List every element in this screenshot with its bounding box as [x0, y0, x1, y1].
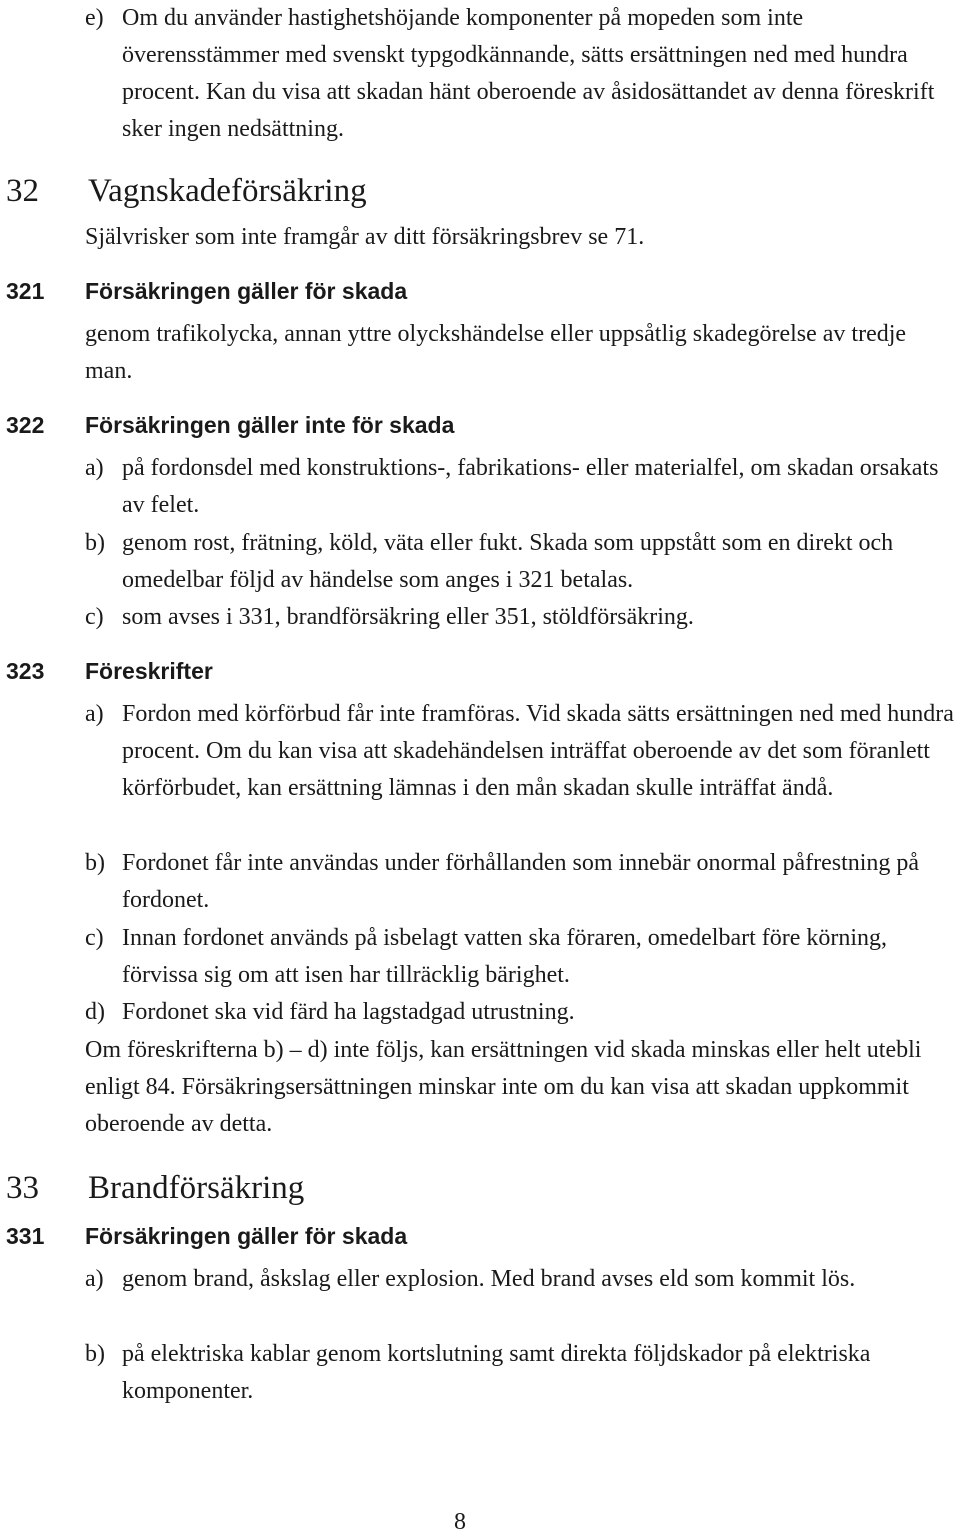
section-number: 322 — [6, 412, 45, 438]
list-item-text: Fordonet ska vid färd ha lagstadgad utrustning. — [122, 999, 575, 1025]
list-marker: b) — [85, 530, 105, 556]
section-323-closing: Om föreskrifterna b) – d) inte följs, kan ersättningen vid skada minskas eller helt utebli enligt 84. Försäkringsersättningen minskar inte om du kan visa att skadan uppkommit oberoende av detta. — [85, 1037, 922, 1137]
list-marker: c) — [85, 604, 104, 630]
list-marker: e) — [85, 5, 104, 31]
section-title: Försäkringen gäller för skada — [85, 1223, 408, 1249]
section-title: Brandförsäkring — [88, 1170, 305, 1206]
section-number: 331 — [6, 1223, 45, 1249]
section-32-intro: Självrisker som inte framgår av ditt försäkringsbrev se 71. — [85, 224, 645, 250]
section-heading-321 — [6, 274, 407, 308]
section-number: 33 — [6, 1170, 39, 1206]
list-marker: b) — [85, 1341, 105, 1367]
list-item-e — [85, 0, 955, 148]
list-item-323d — [85, 994, 955, 1031]
section-title: Försäkringen gäller inte för skada — [85, 412, 455, 438]
list-item-text: genom brand, åskslag eller explosion. Med brand avses eld som kommit lös. — [122, 1266, 856, 1292]
section-title: Föreskrifter — [85, 658, 213, 684]
section-number: 321 — [6, 278, 45, 304]
list-item-text: på fordonsdel med konstruktions-, fabrikations- eller materialfel, om skadan orsakats av felet. — [122, 455, 939, 518]
section-heading-331 — [6, 1219, 407, 1253]
list-marker: a) — [85, 701, 104, 727]
list-item-323c — [85, 920, 955, 994]
list-marker: d) — [85, 999, 105, 1025]
section-heading-323 — [6, 654, 213, 688]
page-number: 8 — [454, 1509, 466, 1535]
list-item-323a — [85, 696, 955, 807]
list-item-text: genom rost, frätning, köld, väta eller fukt. Skada som uppstått som en direkt och omedelbar följd av händelse som anges i 321 betalas. — [122, 530, 894, 593]
section-number: 32 — [6, 173, 39, 209]
section-number: 323 — [6, 658, 45, 684]
list-item-322b — [85, 525, 955, 599]
list-item-text: på elektriska kablar genom kortslutning samt direkta följdskador på elektriska komponenter. — [122, 1341, 871, 1404]
list-item-331a — [85, 1261, 955, 1298]
list-marker: b) — [85, 850, 105, 876]
list-item-323b — [85, 845, 955, 919]
section-321-text: genom trafikolycka, annan yttre olyckshändelse eller uppsåtlig skadegörelse av tredje man. — [85, 321, 907, 384]
list-item-text: som avses i 331, brandförsäkring eller 351, stöldförsäkring. — [122, 604, 694, 630]
list-item-331b — [85, 1336, 955, 1410]
list-marker: a) — [85, 455, 104, 481]
list-item-322c — [85, 599, 955, 636]
section-heading-322 — [6, 408, 454, 442]
list-item-322a — [85, 450, 955, 524]
section-title: Vagnskadeförsäkring — [88, 173, 367, 209]
list-marker: c) — [85, 925, 104, 951]
list-item-text: Innan fordonet används på isbelagt vatten ska föraren, omedelbart före körning, förvissa sig om att isen har tillräcklig bärighet. — [122, 925, 888, 988]
section-heading-32 — [6, 171, 367, 211]
section-heading-33 — [6, 1168, 304, 1208]
list-item-text: Fordon med körförbud får inte framföras. Vid skada sätts ersättningen ned med hundra procent. Om du kan visa att skadehändelsen inträffat oberoende av det som föranlett körförbudet, kan ersättning lämnas i den mån skadan skulle inträffat ändå. — [122, 701, 954, 801]
list-item-text: Om du använder hastighetshöjande komponenter på mopeden som inte överensstämmer med svenskt typgodkännande, sätts ersättningen ned med hundra procent. Kan du visa att skadan hänt oberoende av åsidosättandet av denna föreskrift sker ingen nedsättning. — [122, 5, 935, 142]
section-title: Försäkringen gäller för skada — [85, 278, 408, 304]
list-marker: a) — [85, 1266, 104, 1292]
list-item-text: Fordonet får inte användas under förhållanden som innebär onormal påfrestning på fordonet. — [122, 850, 920, 913]
